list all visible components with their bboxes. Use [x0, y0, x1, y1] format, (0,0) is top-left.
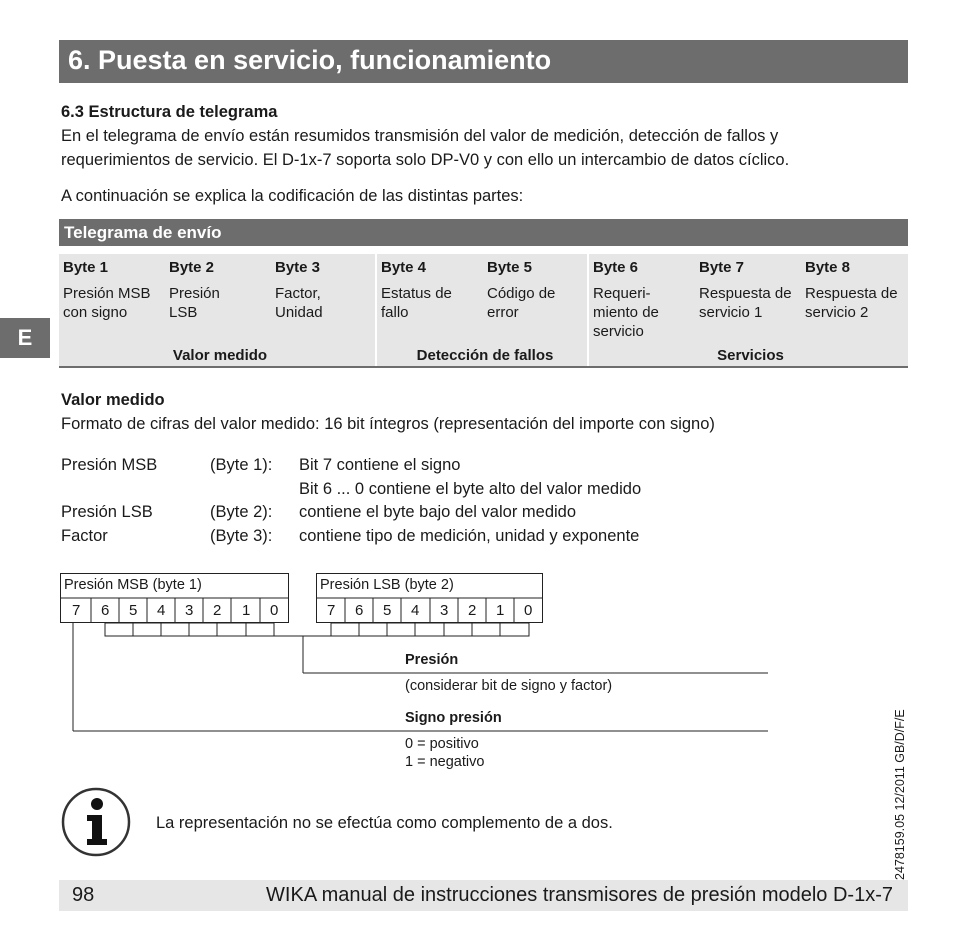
row-2-text: Bit 6 ... 0 contiene el byte alto del valor medido [299, 480, 642, 498]
document-code: 2478159.05 12/2011 GB/D/F/E [893, 709, 907, 880]
byte-6-label: Byte 6 [593, 259, 639, 276]
row-3-name: Presión LSB [61, 503, 153, 521]
lsb-bit-4: 4 [411, 602, 420, 619]
msb-bit-4: 4 [157, 602, 166, 619]
byte-3-desc: Factor, Unidad [275, 285, 323, 321]
signo-presion-label: Signo presión [405, 710, 502, 726]
lsb-bit-5: 5 [383, 602, 392, 619]
byte-7-desc: Respuesta de servicio 1 [699, 285, 792, 321]
msb-bit-3: 3 [185, 602, 194, 619]
row-1-byte: (Byte 1): [210, 456, 273, 474]
group-label-deteccion-fallos: Detección de fallos [416, 347, 554, 364]
section-heading: 6.3 Estructura de telegrama [61, 103, 278, 121]
row-3-byte: (Byte 2): [210, 503, 273, 521]
msb-bit-2: 2 [213, 602, 222, 619]
lsb-bit-3: 3 [440, 602, 449, 619]
byte-4-label: Byte 4 [381, 259, 427, 276]
group-label-valor-medido: Valor medido [172, 347, 268, 364]
info-icon [61, 787, 131, 857]
byte-2-label: Byte 2 [169, 259, 215, 276]
byte-5-label: Byte 5 [487, 259, 533, 276]
msb-bit-6: 6 [101, 602, 110, 619]
msb-bit-7: 7 [72, 602, 81, 619]
byte-1-label: Byte 1 [63, 259, 109, 276]
row-4-text: contiene tipo de medición, unidad y exponente [299, 527, 640, 545]
lsb-bit-7: 7 [327, 602, 336, 619]
lsb-bit-2: 2 [468, 602, 477, 619]
byte-5-desc: Código de error [487, 285, 556, 321]
byte-6-desc: Requeri- miento de servicio [593, 285, 659, 340]
lsb-byte-title: Presión LSB (byte 2) [320, 577, 454, 593]
signo-positivo: 0 = positivo [405, 736, 479, 752]
intro-paragraph-2: A continuación se explica la codificación de las distintas partes: [61, 187, 524, 205]
footer-text: WIKA manual de instrucciones transmisores de presión modelo D-1x-7 [266, 884, 893, 906]
byte-2-desc: Presión LSB [169, 285, 220, 321]
row-4-byte: (Byte 3): [210, 527, 273, 545]
signo-negativo: 1 = negativo [405, 754, 485, 770]
valor-medido-desc: Formato de cifras del valor medido: 16 bit íntegros (representación del importe con signo) [61, 415, 715, 433]
intro-line-2: requerimientos de servicio. El D-1x-7 soporta solo DP-V0 y con ello un intercambio de datos cíclico. [61, 151, 790, 169]
valor-medido-heading: Valor medido [61, 391, 165, 409]
intro-line-1: En el telegrama de envío están resumidos transmisión del valor de medición, detección de fallos y [61, 127, 779, 145]
msb-byte-title: Presión MSB (byte 1) [64, 577, 202, 593]
byte-3-label: Byte 3 [275, 259, 321, 276]
byte-8-label: Byte 8 [805, 259, 851, 276]
row-1-text: Bit 7 contiene el signo [299, 456, 461, 474]
group-label-servicios: Servicios [717, 347, 784, 364]
byte-7-label: Byte 7 [699, 259, 745, 276]
row-4-name: Factor [61, 527, 108, 545]
row-3-text: contiene el byte bajo del valor medido [299, 503, 577, 521]
lsb-bit-1: 1 [496, 602, 505, 619]
msb-bit-0: 0 [270, 602, 279, 619]
language-tab: E [0, 318, 50, 358]
page-title: 6. Puesta en servicio, funcionamiento [68, 45, 552, 75]
page-number: 98 [72, 884, 95, 906]
byte-8-desc: Respuesta de servicio 2 [805, 285, 898, 321]
row-1-name: Presión MSB [61, 456, 158, 474]
byte-1-desc: Presión MSB con signo [63, 285, 151, 321]
presion-label: Presión [405, 652, 459, 668]
lsb-bit-6: 6 [355, 602, 364, 619]
lsb-bit-0: 0 [524, 602, 533, 619]
presion-note: (considerar bit de signo y factor) [405, 678, 613, 694]
byte-4-desc: Estatus de fallo [381, 285, 452, 321]
msb-bit-5: 5 [129, 602, 138, 619]
msb-bit-1: 1 [242, 602, 251, 619]
telegram-header-label: Telegrama de envío [64, 223, 222, 242]
info-note-text: La representación no se efectúa como complemento de a dos. [156, 814, 613, 832]
